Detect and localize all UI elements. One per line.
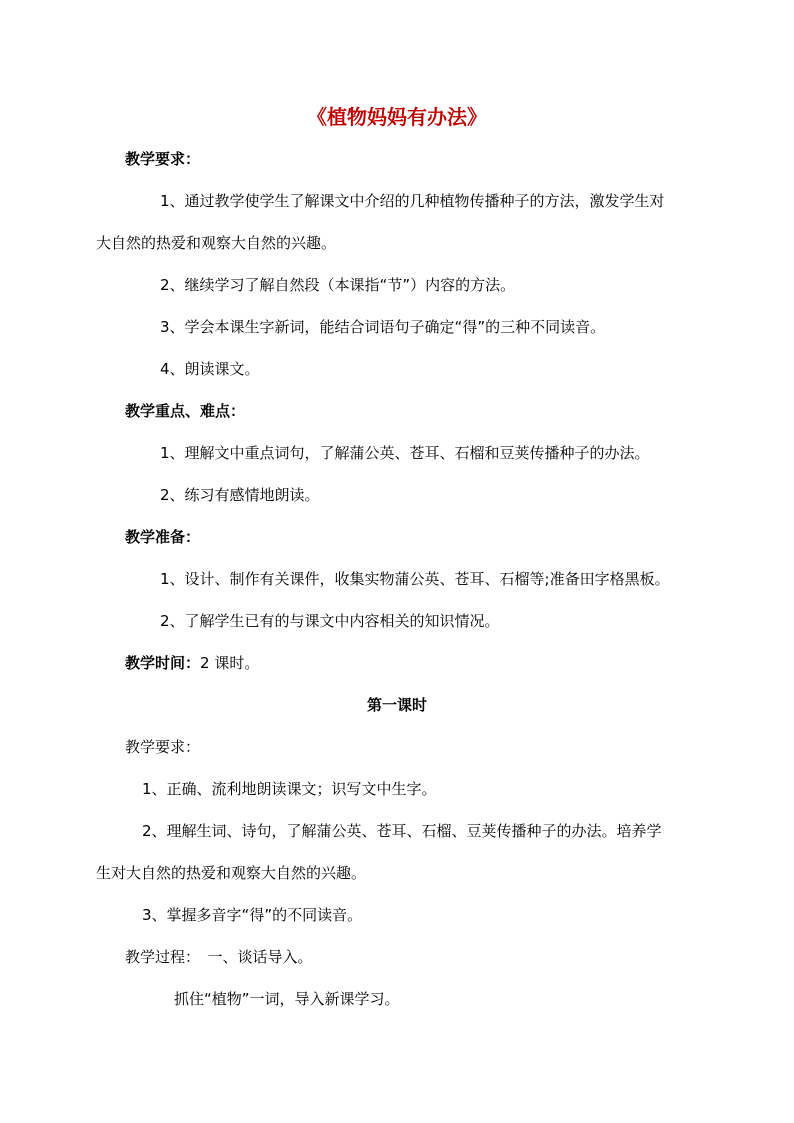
preparation-item-1: 1、设计、制作有关课件，收集实物蒲公英、苍耳、石榴等;准备田字格黑板。 bbox=[160, 570, 670, 588]
lesson-one-requirements-label: 教学要求： bbox=[125, 738, 201, 756]
lesson-one-process-detail: 抓住“植物”一词，导入新课学习。 bbox=[174, 990, 400, 1008]
lesson-one-item-2: 2、理解生词、诗句，了解蒲公英、苍耳、石榴、豆荚传播种子的办法。培养学 bbox=[142, 822, 662, 840]
lesson-one-item-1: 1、正确、流利地朗读课文；识写文中生字。 bbox=[142, 780, 437, 798]
lesson-one-process: 教学过程： 一、谈话导入。 bbox=[125, 948, 313, 966]
requirement-item-2: 2、继续学习了解自然段（本课指“节”）内容的方法。 bbox=[160, 276, 516, 294]
document-title: 《植物妈妈有办法》 bbox=[307, 105, 487, 129]
requirement-item-1-continued: 大自然的热爱和观察大自然的兴趣。 bbox=[96, 234, 337, 252]
preparation-item-2: 2、了解学生已有的与课文中内容相关的知识情况。 bbox=[160, 612, 500, 630]
teaching-time-value: 2 课时。 bbox=[200, 654, 260, 672]
lesson-one-item-2-continued: 生对大自然的热爱和观察大自然的兴趣。 bbox=[96, 864, 367, 882]
key-point-item-2: 2、练习有感情地朗读。 bbox=[160, 486, 320, 504]
section-heading-preparation: 教学准备： bbox=[125, 528, 201, 546]
requirement-item-1: 1、通过教学使学生了解课文中介绍的几种植物传播种子的方法，激发学生对 bbox=[160, 192, 665, 210]
key-point-item-1: 1、理解文中重点词句，了解蒲公英、苍耳、石榴和豆荚传播种子的办法。 bbox=[160, 444, 650, 462]
teaching-time bbox=[125, 652, 259, 674]
section-heading-key-points: 教学重点、难点： bbox=[125, 402, 246, 420]
section-heading-requirements: 教学要求： bbox=[125, 150, 201, 168]
requirement-item-3: 3、学会本课生字新词，能结合词语句子确定“得”的三种不同读音。 bbox=[160, 318, 606, 336]
requirement-item-4: 4、朗读课文。 bbox=[160, 360, 260, 378]
lesson-one-item-3: 3、掌握多音字“得”的不同读音。 bbox=[142, 906, 363, 924]
lesson-one-heading: 第一课时 bbox=[366, 696, 427, 714]
teaching-time-label: 教学时间： bbox=[125, 654, 201, 672]
